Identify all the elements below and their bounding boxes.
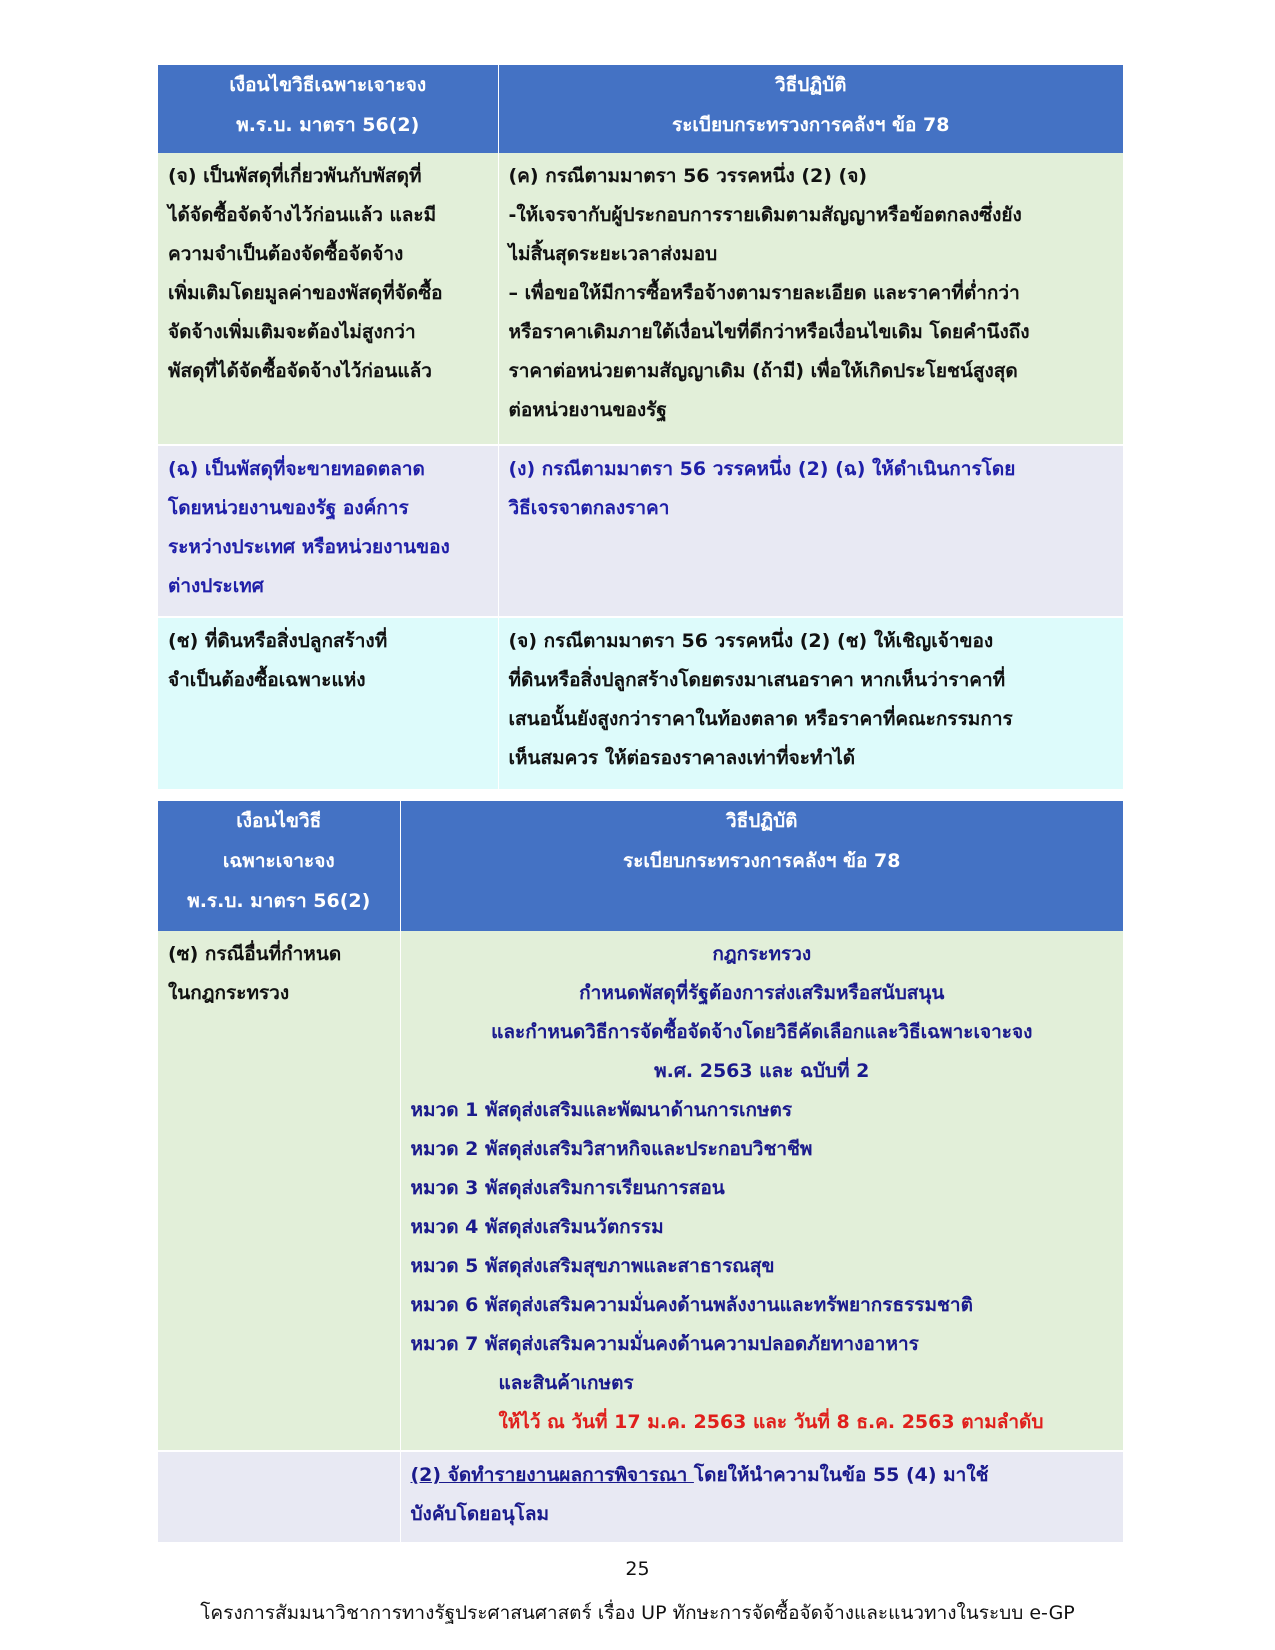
text-line: ได้จัดซื้อจัดจ้างไว้ก่อนแล้ว และมี <box>168 204 437 226</box>
header-condition <box>158 65 498 153</box>
text-line <box>411 1456 1114 1495</box>
text-line: ต่อหน่วยงานของรัฐ <box>508 399 667 421</box>
text-line: – เพื่อขอให้มีการซื้อหรือจ้างตามรายละเอียด และราคาที่ต่ำกว่า <box>508 282 1020 304</box>
category-item: หมวด 3 พัสดุส่งเสริมการเรียนการสอน <box>410 1177 725 1199</box>
practice-cell <box>400 1451 1123 1542</box>
text-line: (จ) เป็นพัสดุที่เกี่ยวพันกับพัสดุที่ <box>168 165 422 187</box>
procedure-table-1 <box>158 65 1123 789</box>
header-condition <box>158 801 400 931</box>
text-line: โดยหน่วยงานของรัฐ องค์การ <box>168 497 409 519</box>
text-span: โดยให้นำความในข้อ 55 (4) มาใช้ <box>693 1464 989 1486</box>
category-item: หมวด 2 พัสดุส่งเสริมวิสาหกิจและประกอบวิชาชีพ <box>410 1138 813 1160</box>
text-line: ต่างประเทศ <box>168 575 264 597</box>
header-text: เงือนไขวิธีเฉพาะเจาะจง <box>229 74 427 96</box>
practice-cell <box>498 445 1123 617</box>
practice-cell <box>498 153 1123 445</box>
text-line: -ให้เจรจากับผู้ประกอบการรายเดิมตามสัญญาหรือข้อตกลงซึ่งยัง <box>508 204 1022 226</box>
text-line: พัสดุที่ได้จัดซื้อจัดจ้างไว้ก่อนแล้ว <box>168 360 432 382</box>
text-line: ที่ดินหรือสิ่งปลูกสร้างโดยตรงมาเสนอราคา หากเห็นว่าราคาที่ <box>508 669 1006 691</box>
text-line: (จ) กรณีตามมาตรา 56 วรรคหนึ่ง (2) (ช) ให้เชิญเจ้าของ <box>508 630 994 652</box>
text-line: (ฉ) เป็นพัสดุที่จะขายทอดตลาด <box>168 458 425 480</box>
text-line: ความจำเป็นต้องจัดซื้อจัดจ้าง <box>168 243 404 265</box>
header-practice <box>498 65 1123 153</box>
header-text: วิธีปฏิบัติ <box>726 810 798 832</box>
condition-cell <box>158 445 498 617</box>
ministerial-regulation-title: กฎกระทรวง <box>712 943 812 965</box>
header-text: พ.ร.บ. มาตรา 56(2) <box>187 890 371 912</box>
category-item: หมวด 6 พัสดุส่งเสริมความมั่นคงด้านพลังงานและทรัพยากรธรรมชาติ <box>410 1294 973 1316</box>
text-line: เสนอนั้นยังสูงกว่าราคาในท้องตลาด หรือราคาที่คณะกรรมการ <box>508 708 1013 730</box>
category-item-continued: และสินค้าเกษตร <box>498 1372 634 1394</box>
category-item: หมวด 4 พัสดุส่งเสริมนวัตกรรม <box>410 1216 664 1238</box>
text-line: ในกฎกระทรวง <box>168 982 290 1004</box>
header-text: เฉพาะเจาะจง <box>222 850 335 872</box>
category-item: หมวด 7 พัสดุส่งเสริมความมั่นคงด้านความปลอดภัยทางอาหาร <box>410 1333 919 1355</box>
text-line: (ช) ที่ดินหรือสิ่งปลูกสร้างที่ <box>168 630 388 652</box>
effective-date-note: ให้ไว้ ณ วันที่ 17 ม.ค. 2563 และ วันที่ 8 ธ.ค. 2563 ตามลำดับ <box>498 1411 1044 1433</box>
condition-cell <box>158 931 400 1451</box>
table-row <box>158 153 1123 445</box>
header-text: พ.ร.บ. มาตรา 56(2) <box>236 114 420 136</box>
text-line: และกำหนดวิธีการจัดซื้อจัดจ้างโดยวิธีคัดเลือกและวิธีเฉพาะเจาะจง <box>491 1021 1033 1043</box>
text-line: เห็นสมควร ให้ต่อรองราคาลงเท่าที่จะทำได้ <box>508 747 856 769</box>
header-practice <box>400 801 1123 931</box>
condition-cell <box>158 153 498 445</box>
category-item: หมวด 5 พัสดุส่งเสริมสุขภาพและสาธารณสุข <box>410 1255 775 1277</box>
header-text: เงือนไขวิธี <box>236 810 322 832</box>
page-number: 25 <box>625 1558 650 1580</box>
text-line: (ค) กรณีตามมาตรา 56 วรรคหนึ่ง (2) (จ) <box>508 165 868 187</box>
page-footer: โครงการสัมมนาวิชาการทางรัฐประศาสนศาสตร์ เรื่อง UP ทักษะการจัดซื้อจัดจ้างและแนวทางในระบบ e-GP <box>200 1602 1075 1624</box>
table-row <box>158 445 1123 617</box>
practice-cell <box>498 617 1123 789</box>
text-line: ราคาต่อหน่วยตามสัญญาเดิม (ถ้ามี) เพื่อให้เกิดประโยชน์สูงสุด <box>508 360 1018 382</box>
table-row <box>158 931 1123 1451</box>
header-text: ระเบียบกระทรวงการคลังฯ ข้อ 78 <box>672 114 950 136</box>
text-line: วิธีเจรจาตกลงราคา <box>508 497 670 519</box>
text-line: ไม่สิ้นสุดระยะเวลาส่งมอบ <box>508 243 718 265</box>
text-line: จำเป็นต้องซื้อเฉพาะแห่ง <box>168 669 366 691</box>
text-line: (ซ) กรณีอื่นที่กำหนด <box>168 943 342 965</box>
header-text: ระเบียบกระทรวงการคลังฯ ข้อ 78 <box>623 850 901 872</box>
text-line: ระหว่างประเทศ หรือหน่วยงานของ <box>168 536 450 558</box>
table-row <box>158 1451 1123 1542</box>
condition-cell <box>158 617 498 789</box>
text-line: (ง) กรณีตามมาตรา 56 วรรคหนึ่ง (2) (ฉ) ให้ดำเนินการโดย <box>508 458 1016 480</box>
practice-cell <box>400 931 1123 1451</box>
text-line: หรือราคาเดิมภายใต้เงื่อนไขที่ดีกว่าหรือเงื่อนไขเดิม โดยคำนึงถึง <box>508 321 1030 343</box>
condition-cell-empty <box>158 1451 400 1542</box>
text-line: เพิ่มเติมโดยมูลค่าของพัสดุที่จัดซื้อ <box>168 282 443 304</box>
report-link[interactable]: (2) จัดทำรายงานผลการพิจารณา <box>410 1464 694 1486</box>
table-header-row <box>158 801 1123 931</box>
text-line: กำหนดพัสดุที่รัฐต้องการส่งเสริมหรือสนับสนุน <box>579 982 945 1004</box>
procedure-table-2 <box>158 801 1123 1542</box>
header-text: วิธีปฏิบัติ <box>775 74 847 96</box>
text-line: จัดจ้างเพิ่มเติมจะต้องไม่สูงกว่า <box>168 321 416 343</box>
text-line: พ.ศ. 2563 และ ฉบับที่ 2 <box>654 1060 870 1082</box>
table-header-row <box>158 65 1123 153</box>
table-row <box>158 617 1123 789</box>
text-line: บังคับโดยอนุโลม <box>410 1503 550 1525</box>
category-item: หมวด 1 พัสดุส่งเสริมและพัฒนาด้านการเกษตร <box>410 1099 793 1121</box>
